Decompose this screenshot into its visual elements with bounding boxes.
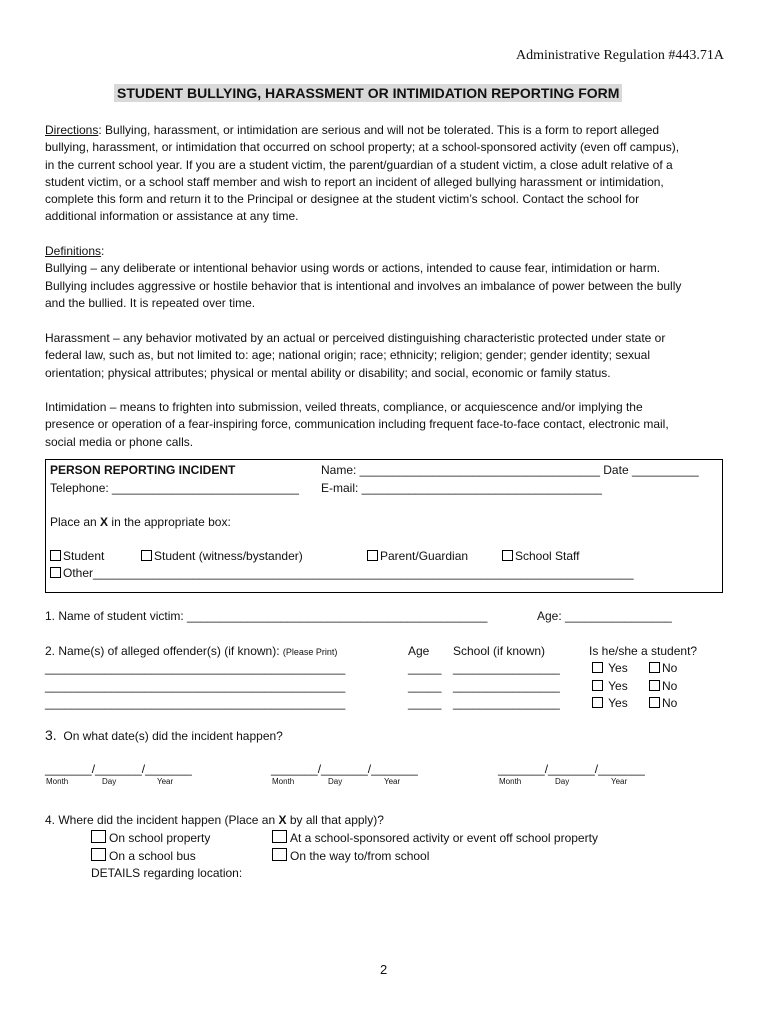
school-header: School (if known) — [453, 644, 546, 658]
victim-age-field[interactable]: Age: ________________ — [537, 609, 672, 623]
checkbox-icon — [502, 550, 513, 561]
offender-name-line[interactable]: _____________________________________________ — [45, 679, 346, 693]
victim-name-field[interactable]: 1. Name of student victim: _____________________________________________ — [45, 609, 488, 623]
date-field-1[interactable]: _______/_______/_______ — [45, 762, 192, 776]
intimidation-definition: Intimidation – means to frighten into submission, veiled threats, compliance, or acquiescence and/or implying the presence or operation of a fear-inspiring force, communication including frequent face-to-face contact, electronic mail, social media or phone calls. — [45, 400, 669, 449]
offender-school-line[interactable]: ________________ — [453, 679, 560, 693]
directions-paragraph: Directions: Bullying, harassment, or intimidation are serious and will not be tolerated. This is a form to report alleged bullying, harassment, or intimidation that occurred on school property; at a school-sponsored activity (even off campus), in the current school year. If you are a student victim, the parent/guardian of a student victim, a close adult relative of a student victim, or a school staff member and wish to report an incident of alleged bullying harassment or intimidation, complete this form and return it to the Principal or designee at the student victim’s school. Contact the school for additional information or assistance at any time. — [45, 123, 680, 224]
date-field-3[interactable]: _______/_______/_______ — [498, 762, 645, 776]
directions-label: Directions — [45, 123, 99, 137]
name-date-field[interactable]: Name: ____________________________________ Date __________ — [321, 463, 699, 477]
offender-name-line[interactable]: _____________________________________________ — [45, 696, 346, 710]
checkbox-icon — [592, 697, 603, 708]
no-checkbox[interactable]: No — [649, 679, 677, 693]
date-field-2[interactable]: _______/_______/_______ — [271, 762, 418, 776]
checkbox-icon — [272, 830, 287, 843]
offender-school-line[interactable]: ________________ — [453, 661, 560, 675]
checkbox-icon — [649, 680, 660, 691]
checkbox-school-staff[interactable]: School Staff — [502, 549, 580, 563]
checkbox-icon — [50, 550, 61, 561]
checkbox-icon — [592, 662, 603, 673]
form-title: STUDENT BULLYING, HARASSMENT OR INTIMIDATION REPORTING FORM — [114, 85, 622, 101]
checkbox-icon — [649, 697, 660, 708]
location-question: 4. Where did the incident happen (Place an X by all that apply)? — [45, 813, 384, 827]
checkbox-on-school-property[interactable]: On school property — [91, 830, 210, 845]
place-x-instruction: Place an X in the appropriate box: — [50, 515, 231, 529]
year-label: Year — [384, 777, 401, 786]
yes-checkbox[interactable]: Yes — [592, 661, 628, 675]
offender-age-line[interactable]: _____ — [408, 679, 442, 693]
checkbox-student[interactable]: Student — [50, 549, 104, 563]
month-label: Month — [46, 777, 69, 786]
checkbox-icon — [50, 567, 61, 578]
offender-age-line[interactable]: _____ — [408, 696, 442, 710]
page-number: 2 — [380, 962, 388, 977]
harassment-definition: Harassment – any behavior motivated by an actual or perceived distinguishing characteristic protected under state or federal law, such as, but not limited to: age; national origin; race; ethnicity; religion; gender; gender identity; sexual orientation; physical attributes; physical or mental ability or disability; and social, economic or family status. — [45, 331, 666, 380]
email-field[interactable]: E-mail: ____________________________________ — [321, 481, 602, 495]
checkbox-school-bus[interactable]: On a school bus — [91, 848, 196, 863]
student-header: Is he/she a student? — [589, 644, 698, 658]
checkbox-parent-guardian[interactable]: Parent/Guardian — [367, 549, 468, 563]
checkbox-icon — [649, 662, 660, 673]
day-label: Day — [555, 777, 570, 786]
yes-checkbox[interactable]: Yes — [592, 679, 628, 693]
checkbox-icon — [91, 848, 106, 861]
no-checkbox[interactable]: No — [649, 696, 677, 710]
no-checkbox[interactable]: No — [649, 661, 677, 675]
checkbox-off-property-activity[interactable]: At a school-sponsored activity or event off school property — [272, 830, 598, 845]
reporter-heading: PERSON REPORTING INCIDENT — [50, 463, 236, 477]
age-header: Age — [408, 644, 430, 658]
checkbox-icon — [91, 830, 106, 843]
definitions-label: Definitions — [45, 244, 102, 258]
checkbox-way-to-from-school[interactable]: On the way to/from school — [272, 848, 429, 863]
checkbox-icon — [592, 680, 603, 691]
offender-label: 2. Name(s) of alleged offender(s) (if known): (Please Print) — [45, 644, 338, 658]
year-label: Year — [611, 777, 628, 786]
year-label: Year — [157, 777, 174, 786]
offender-name-line[interactable]: _____________________________________________ — [45, 661, 346, 675]
offender-school-line[interactable]: ________________ — [453, 696, 560, 710]
checkbox-icon — [141, 550, 152, 561]
telephone-field[interactable]: Telephone: ____________________________ — [50, 481, 299, 495]
offender-age-line[interactable]: _____ — [408, 661, 442, 675]
day-label: Day — [102, 777, 117, 786]
definitions-section: Definitions: Bullying – any deliberate or intentional behavior using words or actions, intended to cause fear, intimidation or harm. Bullying includes aggressive or hostile behavior that is intentional and involves an imbalance of power between the bully and the bullied. It is repeated over time. — [45, 243, 735, 312]
yes-checkbox[interactable]: Yes — [592, 696, 628, 710]
checkbox-icon — [367, 550, 378, 561]
regulation-number: Administrative Regulation #443.71A — [515, 48, 724, 63]
date-question: 3. On what date(s) did the incident happen? — [45, 727, 283, 743]
bullying-definition: Bullying – any deliberate or intentional behavior using words or actions, intended to cause fear, intimidation or harm. — [45, 261, 661, 276]
checkbox-icon — [272, 848, 287, 861]
month-label: Month — [272, 777, 295, 786]
checkbox-student-witness[interactable]: Student (witness/bystander) — [141, 549, 303, 563]
month-label: Month — [499, 777, 522, 786]
checkbox-other[interactable]: Other_________________________________________________________________________________ — [50, 566, 634, 580]
day-label: Day — [328, 777, 343, 786]
location-details-label: DETAILS regarding location: — [91, 866, 243, 880]
